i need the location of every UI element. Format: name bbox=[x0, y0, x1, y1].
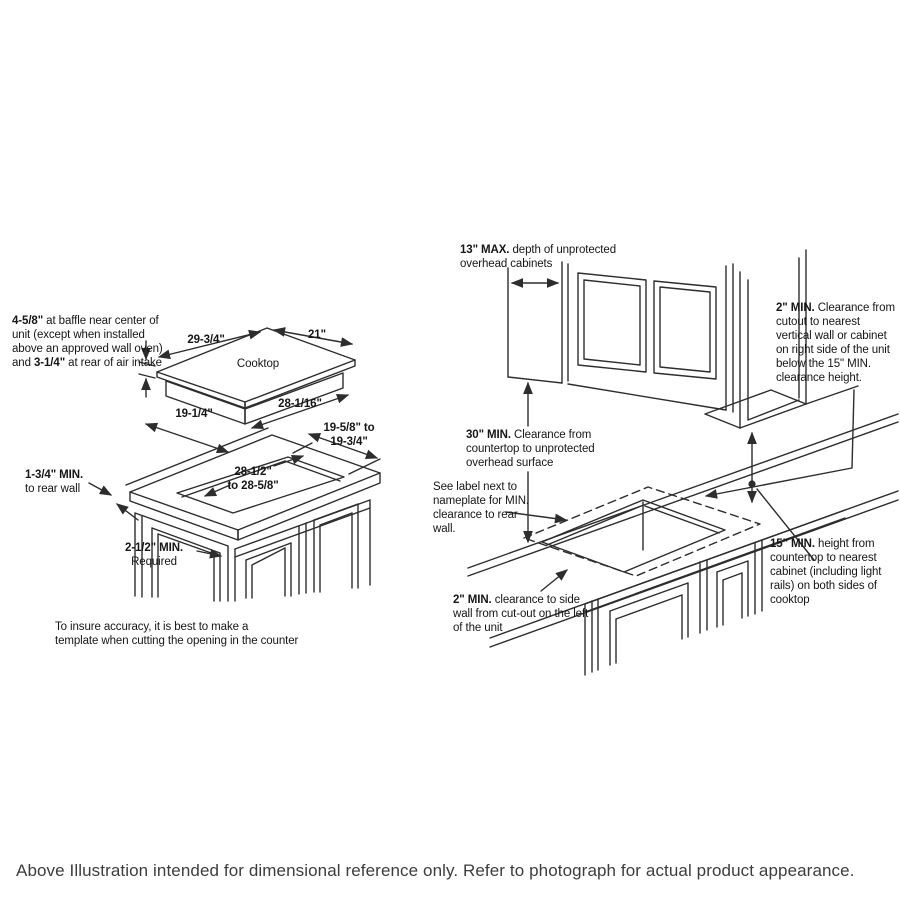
dim-label-top-depth: 21" bbox=[308, 329, 326, 341]
overhead-clearance-label: 30" MIN. Clearance from countertop to unprotected overhead surface bbox=[466, 429, 595, 469]
baffle-dim-1: 4-5/8" bbox=[12, 315, 44, 327]
counter-cutout-isometric bbox=[89, 428, 380, 601]
nameplate-note-label: See label next to nameplate for MIN. clearance to rear wall. bbox=[433, 481, 529, 535]
baffle-dim-2: 3-1/4" bbox=[33, 357, 66, 369]
rear-wall-clearance-label: 1-3/4" MIN. to rear wall bbox=[25, 469, 84, 495]
dim-label-cutout-depth: 19-5/8" to 19-3/4" bbox=[323, 422, 375, 448]
clearance-below-label: 2-1/2" MIN. Required bbox=[124, 542, 184, 568]
side-wall-clearance-label: 2" MIN. clearance to side wall from cut-out on the left of the unit bbox=[453, 594, 589, 634]
dim-label-bottom-width: 19-1/4" bbox=[175, 408, 213, 420]
height-clearance-label: 15" MIN. height from countertop to nearest cabinet (including light rails) on both sides of cooktop bbox=[770, 538, 882, 606]
dim-label-bottom-depth: 28-1/16" bbox=[278, 398, 322, 410]
template-note: To insure accuracy, it is best to make a template when cutting the opening in the counter bbox=[55, 621, 299, 647]
dim-label-top-width: 29-3/4" bbox=[187, 334, 225, 346]
dim-label-cutout-width: 28-1/2" to 28-5/8" bbox=[227, 466, 279, 492]
cooktop-label: Cooktop bbox=[236, 358, 280, 370]
baffle-height-note: 4-5/8" at baffle near center of unit (except when installed above an approved wall oven) and 3-1/4" at rear of air intake bbox=[12, 315, 163, 369]
right-side-clearance-label: 2" MIN. Clearance from cutout to nearest vertical wall or cabinet on right side of the unit below the 15" MIN. clearance height. bbox=[776, 302, 895, 384]
dimensional-reference-caption: Above Illustration intended for dimensional reference only. Refer to photograph for actual product appearance. bbox=[16, 861, 855, 880]
overhead-depth-label: 13" MAX. depth of unprotected overhead cabinets bbox=[460, 244, 616, 270]
